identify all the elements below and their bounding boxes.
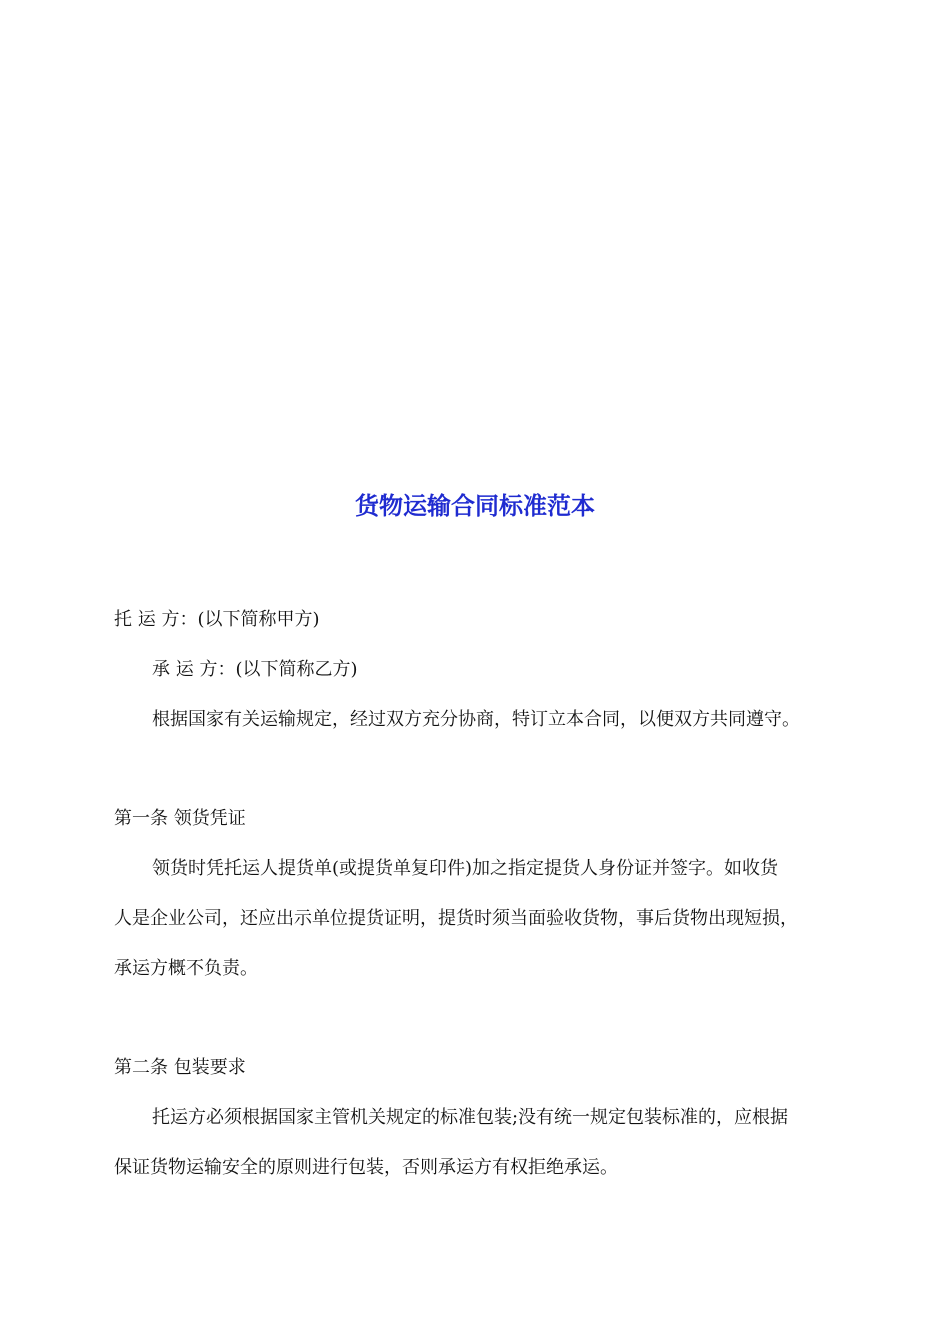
preamble-text: 根据国家有关运输规定，经过双方充分协商，特订立本合同，以便双方共同遵守。 bbox=[152, 709, 800, 730]
article-2-heading: 第二条 包装要求 bbox=[114, 1057, 246, 1078]
document-title: 货物运输合同标准范本 bbox=[355, 491, 595, 520]
article-1-line-3: 承运方概不负责。 bbox=[114, 958, 258, 979]
article-1-heading: 第一条 领货凭证 bbox=[114, 808, 246, 829]
shipper-line: 托 运 方：(以下简称甲方) bbox=[114, 609, 320, 630]
article-1-line-2: 人是企业公司，还应出示单位提货证明，提货时须当面验收货物，事后货物出现短损， bbox=[114, 908, 798, 929]
article-1-line-1: 领货时凭托运人提货单(或提货单复印件)加之指定提货人身份证并签字。如收货 bbox=[152, 858, 779, 879]
article-2-line-1: 托运方必须根据国家主管机关规定的标准包装;没有统一规定包装标准的，应根据 bbox=[152, 1107, 789, 1128]
carrier-line: 承 运 方：(以下简称乙方) bbox=[152, 659, 358, 680]
article-2-line-2: 保证货物运输安全的原则进行包装，否则承运方有权拒绝承运。 bbox=[114, 1157, 618, 1178]
